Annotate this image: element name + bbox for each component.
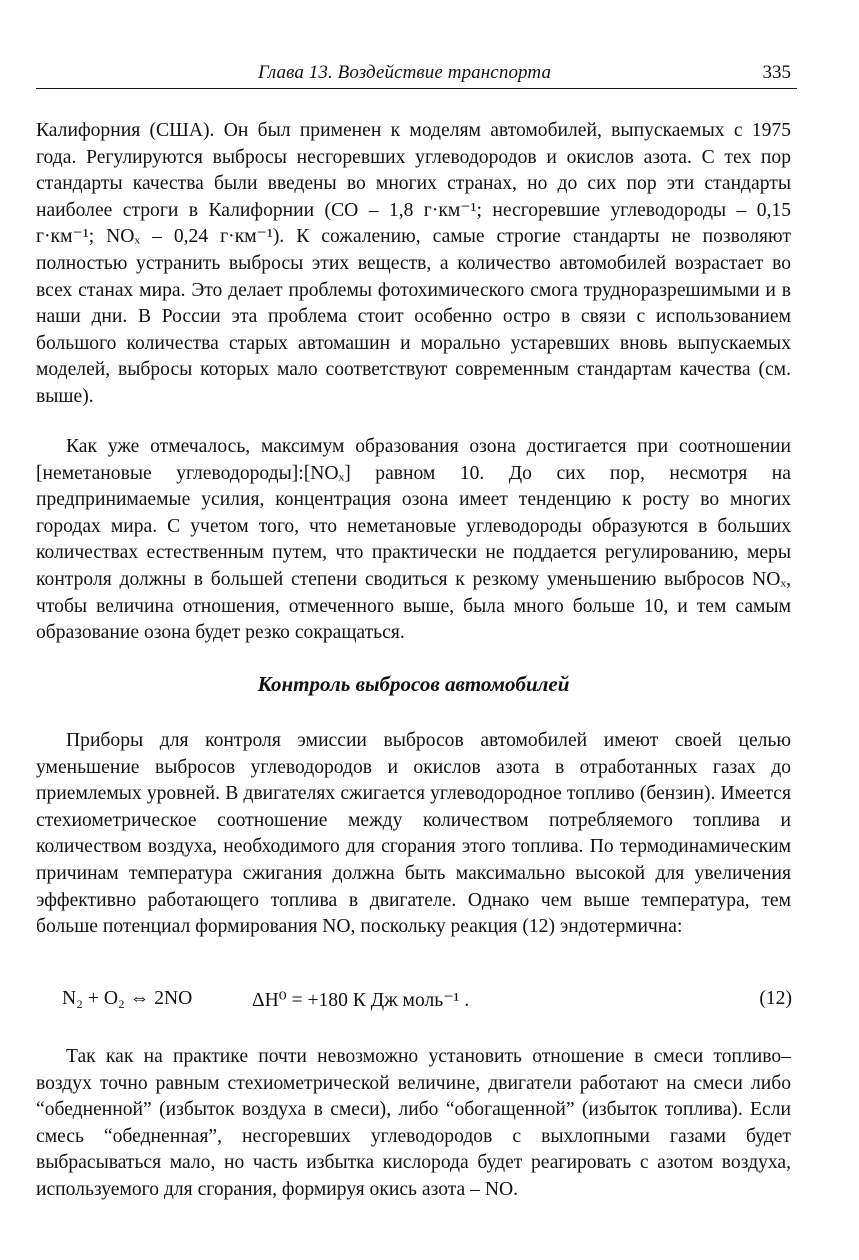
paragraph-text: Приборы для контроля эмиссии выбросов автомобилей имеют своей целью уменьшение выбросов углеводородов и окислов азота в отработанных газах до приемлемых уровней. В двигателях сжигается углеводородное топливо (бензин). Имеется стехиометрическое соотношение между количеством потребляемого топлива и количеством воздуха, необходимого для сгорания этого топлива. По термодинамическим причинам температура сжигания должна быть максимально высокой для увеличения эффективно работающего топлива в двигателе. Однако чем выше температура, тем больше потенциал формирования NO, поскольку реакция (12) эндотермична: xyxy=(36,730,791,938)
chapter-title: Глава 13. Воздействие транспорта xyxy=(258,62,552,83)
equation-number: (12) xyxy=(759,988,792,1009)
equation-12 xyxy=(62,988,792,1016)
paragraph-emission-control xyxy=(36,728,791,941)
page-number: 335 xyxy=(762,62,791,83)
paragraph-text: Как уже отмечалось, максимум образования озона достигается при соотношении [неметановые углеводороды]:[NOₓ] равном 10. До сих пор, несмотря на предпринимаемые усилия, концентрация озона имеет тенденцию к росту во многих городах мира. С учетом того, что неметановые углеводороды образуются в больших количествах естественным путем, что практически не поддается регулированию, меры контроля должны в большей степени сводиться к резкому уменьшению выбросов NOₓ, чтобы величина отношения, отмеченного выше, была много больше 10, и тем самым образование озона будет резко сокращаться. xyxy=(36,436,791,644)
running-header xyxy=(36,60,797,89)
paragraph-continued xyxy=(36,118,791,411)
equation-enthalpy: ΔH⁰ = +180 К Дж моль⁻¹ . xyxy=(252,990,470,1011)
paragraph-fuel-mixture xyxy=(36,1044,791,1204)
paragraph-text: Так как на практике почти невозможно установить отношение в смеси топливо–воздух точно равным стехиометрической величине, двигатели работают на смеси либо “обедненной” (избыток воздуха в смеси), либо “обогащенной” (избыток топлива). Если смесь “обедненная”, несгоревших углеводородов с выхлопными газами будет выбрасываться мало, но часть избытка кислорода будет реагировать с азотом воздуха, используемого для сгорания, формируя окись азота – NO. xyxy=(36,1046,791,1200)
section-heading: Контроль выбросов автомобилей xyxy=(257,672,570,696)
paragraph-text: Калифорния (США). Он был применен к моделям автомобилей, выпускаемых с 1975 года. Регулируются выбросы несгоревших углеводородов и окислов азота. С тех пор стандарты качества были введены во многих странах, но до сих пор эти стандарты наиболее строги в Калифорнии (СО – 1,8 г·км⁻¹; несгоревшие углеводороды – 0,15 г·км⁻¹; NOₓ – 0,24 г·км⁻¹). К сожалению, самые строгие стандарты не позволяют полностью устранить выбросы этих веществ, а количество автомобилей возрастает во всех станах мира. Это делает проблемы фотохимического смога трудноразрешимыми и в наши дни. В России эта проблема стоит особенно остро в связи с использованием большого количества старых автомашин и морально устаревших вновь выпускаемых моделей, выбросы которых мало соответствуют современным стандартам качества (см. выше). xyxy=(36,120,791,407)
equation-reaction: N₂ + O₂ ⇔ 2NO xyxy=(62,988,193,1009)
paragraph-ozone xyxy=(36,434,791,647)
